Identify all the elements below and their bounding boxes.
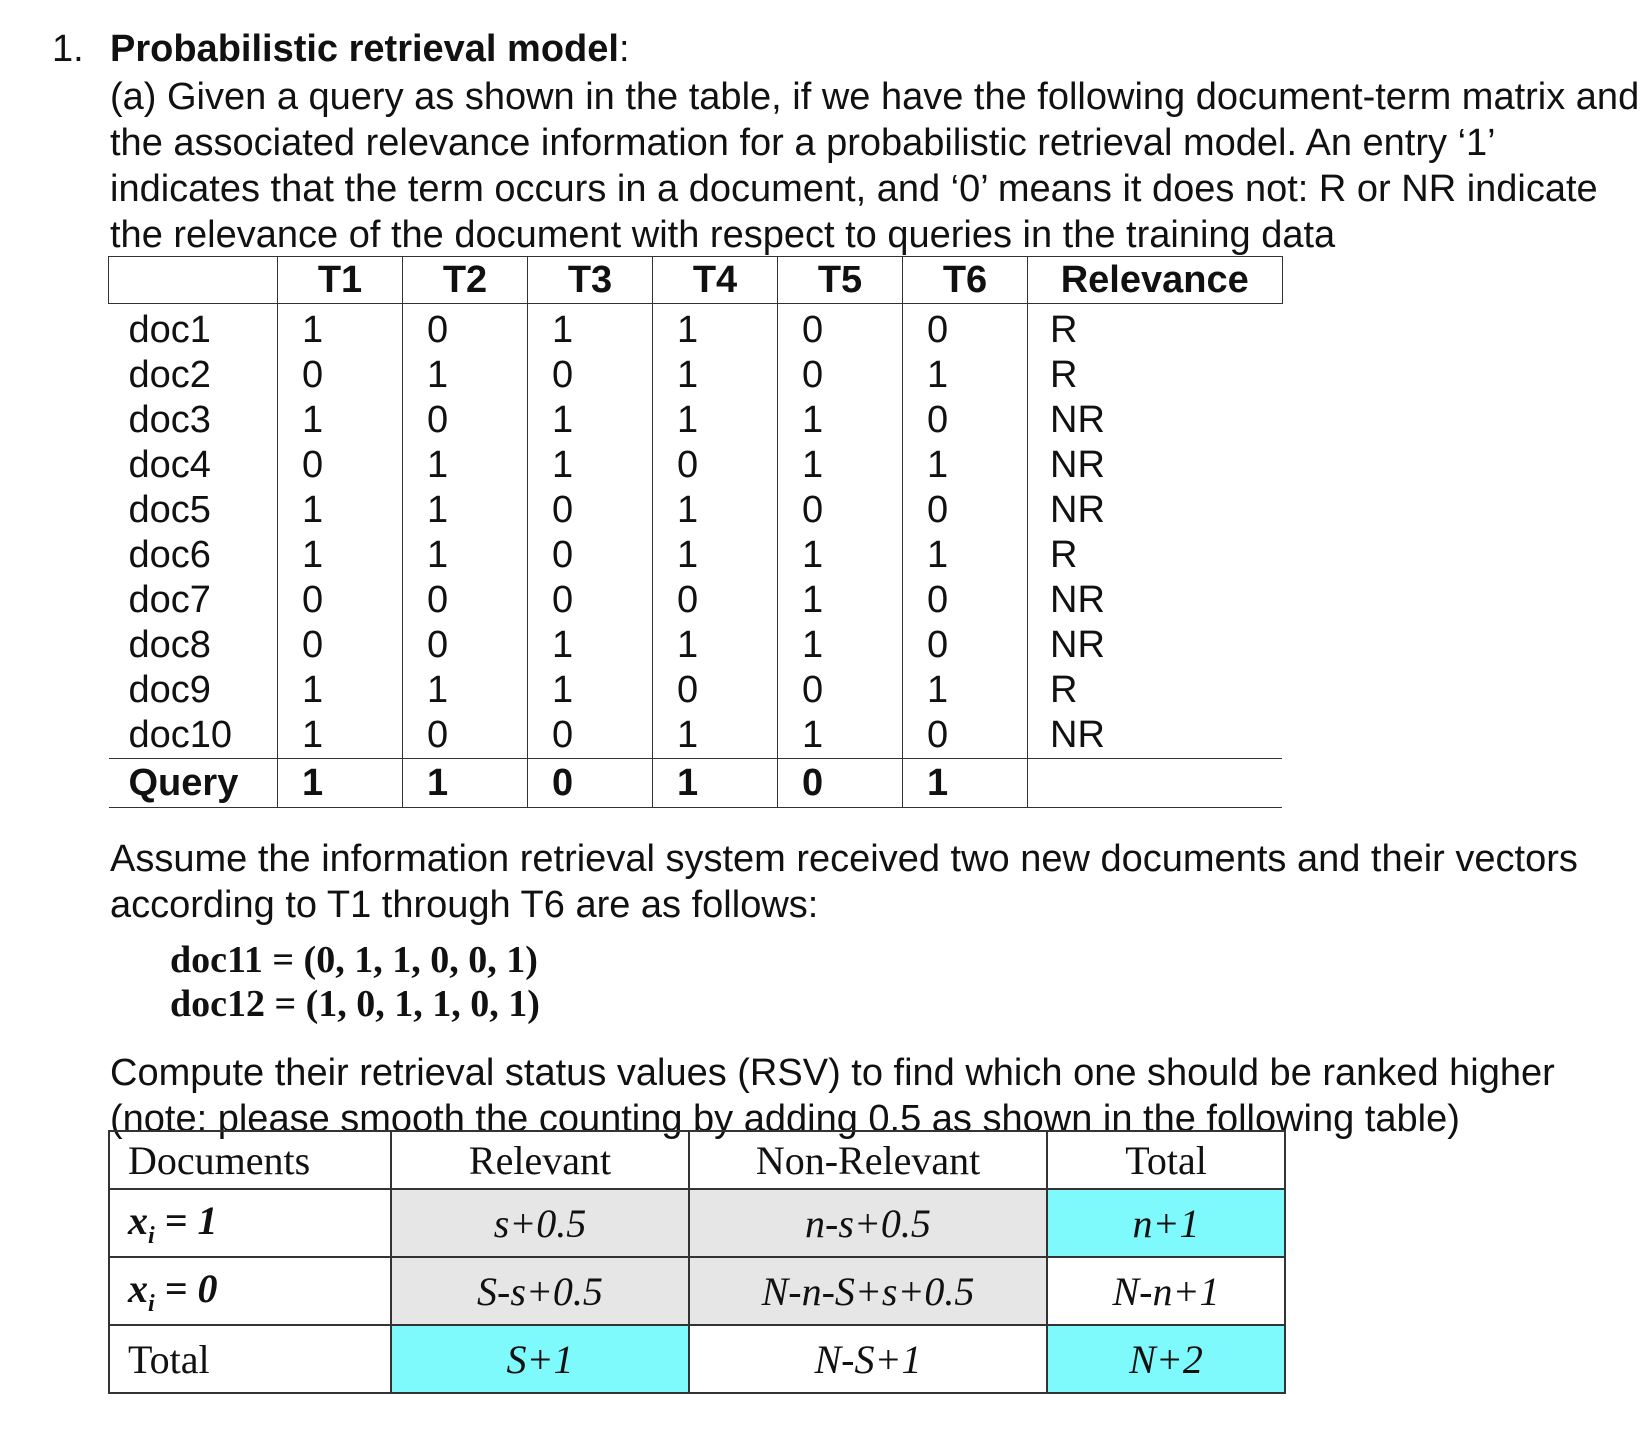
header-t3: T3 bbox=[528, 257, 653, 304]
query-term-t3: 0 bbox=[528, 759, 653, 808]
row-total-relevant: S+1 bbox=[391, 1325, 689, 1393]
term-cell-t3: 1 bbox=[528, 304, 653, 354]
smoothing-table bbox=[108, 1130, 1286, 1394]
relevance-cell: NR bbox=[1028, 713, 1283, 759]
row-total-label: Total bbox=[109, 1325, 391, 1393]
relevance-cell: NR bbox=[1028, 443, 1283, 488]
term-cell-t3: 1 bbox=[528, 443, 653, 488]
smoothing-header-relevant: Relevant bbox=[391, 1131, 689, 1189]
term-cell-t4: 0 bbox=[653, 668, 778, 713]
row-total-nonrelevant: N-S+1 bbox=[689, 1325, 1047, 1393]
term-cell-t6: 0 bbox=[903, 488, 1028, 533]
term-cell-t4: 1 bbox=[653, 398, 778, 443]
doc-label: doc1 bbox=[128, 309, 211, 351]
term-cell-t1: 1 bbox=[278, 668, 403, 713]
smoothing-row-xi0 bbox=[109, 1257, 1285, 1325]
term-cell-t5: 0 bbox=[778, 668, 903, 713]
term-cell-t1: 0 bbox=[278, 443, 403, 488]
doc-label: doc2 bbox=[128, 354, 211, 396]
term-cell-t6: 1 bbox=[903, 353, 1028, 398]
relevance-cell: R bbox=[1028, 353, 1283, 398]
row-xi0-label: $x_i = 0$ bbox=[109, 1257, 391, 1325]
term-cell-t4: 0 bbox=[653, 443, 778, 488]
term-cell-t5: 1 bbox=[778, 533, 903, 578]
query-relevance-empty bbox=[1028, 759, 1283, 808]
row-xi1-relevant: s+0.5 bbox=[391, 1189, 689, 1257]
document-term-matrix bbox=[108, 256, 1283, 808]
relevance-cell: R bbox=[1028, 668, 1283, 713]
term-cell-t2: 0 bbox=[403, 713, 528, 759]
term-cell-t2: 1 bbox=[403, 443, 528, 488]
term-cell-t2: 1 bbox=[403, 533, 528, 578]
doc-label: doc5 bbox=[128, 489, 211, 531]
term-cell-t2: 1 bbox=[403, 668, 528, 713]
term-cell-t4: 1 bbox=[653, 533, 778, 578]
term-cell-t3: 1 bbox=[528, 668, 653, 713]
matrix-row bbox=[109, 304, 1283, 354]
term-cell-t3: 0 bbox=[528, 488, 653, 533]
doc-label: doc8 bbox=[128, 624, 211, 666]
term-cell-t4: 1 bbox=[653, 488, 778, 533]
relevance-cell: NR bbox=[1028, 623, 1283, 668]
header-t2: T2 bbox=[403, 257, 528, 304]
question-title bbox=[110, 28, 630, 71]
assume-paragraph: Assume the information retrieval system received two new documents and their vectors according to T1 through T6 are as follows: bbox=[110, 838, 1578, 926]
term-cell-t1: 1 bbox=[278, 533, 403, 578]
row-xi1-total: n+1 bbox=[1047, 1189, 1285, 1257]
relevance-cell: NR bbox=[1028, 578, 1283, 623]
matrix-row bbox=[109, 443, 1283, 488]
term-cell-t6: 1 bbox=[903, 443, 1028, 488]
term-cell-t1: 1 bbox=[278, 304, 403, 354]
row-xi0-relevant: S-s+0.5 bbox=[391, 1257, 689, 1325]
doc12-vector: doc12 = (1, 0, 1, 1, 0, 1) bbox=[170, 983, 540, 1025]
term-cell-t3: 0 bbox=[528, 533, 653, 578]
term-cell-t5: 0 bbox=[778, 488, 903, 533]
term-cell-t2: 0 bbox=[403, 398, 528, 443]
term-cell-t3: 0 bbox=[528, 713, 653, 759]
term-cell-t4: 1 bbox=[653, 304, 778, 354]
relevance-cell: NR bbox=[1028, 398, 1283, 443]
query-row bbox=[109, 759, 1283, 808]
doc-label: doc7 bbox=[128, 579, 211, 621]
term-cell-t3: 1 bbox=[528, 398, 653, 443]
row-xi0-total: N-n+1 bbox=[1047, 1257, 1285, 1325]
doc-label: doc9 bbox=[128, 669, 211, 711]
matrix-header-row bbox=[109, 257, 1283, 304]
compute-paragraph: Compute their retrieval status values (RSV) to find which one should be ranked higher (note: please smooth the counting by adding 0.5 as shown in the following table) bbox=[110, 1052, 1555, 1140]
matrix-row bbox=[109, 488, 1283, 533]
term-cell-t5: 1 bbox=[778, 443, 903, 488]
header-t5: T5 bbox=[778, 257, 903, 304]
query-term-t6: 1 bbox=[903, 759, 1028, 808]
smoothing-row-xi1 bbox=[109, 1189, 1285, 1257]
relevance-cell: R bbox=[1028, 304, 1283, 354]
term-cell-t1: 0 bbox=[278, 353, 403, 398]
matrix-row bbox=[109, 398, 1283, 443]
term-cell-t4: 1 bbox=[653, 623, 778, 668]
term-cell-t4: 1 bbox=[653, 353, 778, 398]
term-cell-t6: 1 bbox=[903, 668, 1028, 713]
header-t1: T1 bbox=[278, 257, 403, 304]
term-cell-t5: 0 bbox=[778, 304, 903, 354]
term-cell-t2: 0 bbox=[403, 304, 528, 354]
smoothing-row-total bbox=[109, 1325, 1285, 1393]
question-title-suffix: : bbox=[618, 28, 630, 70]
term-cell-t5: 1 bbox=[778, 713, 903, 759]
term-cell-t1: 0 bbox=[278, 623, 403, 668]
smoothing-header-documents: Documents bbox=[109, 1131, 391, 1189]
header-relevance: Relevance bbox=[1028, 257, 1283, 304]
smoothing-header-total: Total bbox=[1047, 1131, 1285, 1189]
query-term-t2: 1 bbox=[403, 759, 528, 808]
term-cell-t1: 1 bbox=[278, 713, 403, 759]
matrix-row bbox=[109, 533, 1283, 578]
smoothing-header-nonrelevant: Non-Relevant bbox=[689, 1131, 1047, 1189]
doc-label: doc3 bbox=[128, 399, 211, 441]
intro-paragraph: (a) Given a query as shown in the table, if we have the following document-term matrix and the associated relevance information for a probabilistic retrieval model. An entry ‘1’ indicates that the term occurs in a document, and ‘0’ means it does not: R or NR indicate the relevance of the document with respect to queries in the training data bbox=[110, 76, 1640, 256]
term-cell-t3: 1 bbox=[528, 623, 653, 668]
term-cell-t1: 0 bbox=[278, 578, 403, 623]
term-cell-t3: 0 bbox=[528, 353, 653, 398]
query-term-t5: 0 bbox=[778, 759, 903, 808]
doc-label: doc4 bbox=[128, 444, 211, 486]
query-term-t1: 1 bbox=[278, 759, 403, 808]
term-cell-t6: 0 bbox=[903, 623, 1028, 668]
term-cell-t6: 0 bbox=[903, 713, 1028, 759]
matrix-row bbox=[109, 713, 1283, 759]
term-cell-t5: 1 bbox=[778, 578, 903, 623]
term-cell-t2: 1 bbox=[403, 353, 528, 398]
row-xi1-nonrelevant: n-s+0.5 bbox=[689, 1189, 1047, 1257]
matrix-body bbox=[109, 304, 1283, 759]
doc-label: doc6 bbox=[128, 534, 211, 576]
doc11-vector: doc11 = (0, 1, 1, 0, 0, 1) bbox=[170, 939, 538, 981]
term-cell-t6: 0 bbox=[903, 398, 1028, 443]
term-cell-t3: 0 bbox=[528, 578, 653, 623]
question-title-text: Probabilistic retrieval model bbox=[110, 28, 619, 70]
matrix-row bbox=[109, 353, 1283, 398]
term-cell-t1: 1 bbox=[278, 398, 403, 443]
row-total-total: N+2 bbox=[1047, 1325, 1285, 1393]
header-t6: T6 bbox=[903, 257, 1028, 304]
term-cell-t2: 1 bbox=[403, 488, 528, 533]
term-cell-t5: 1 bbox=[778, 398, 903, 443]
matrix-corner-cell bbox=[109, 257, 278, 304]
term-cell-t4: 1 bbox=[653, 713, 778, 759]
term-cell-t6: 1 bbox=[903, 533, 1028, 578]
term-cell-t5: 1 bbox=[778, 623, 903, 668]
relevance-cell: NR bbox=[1028, 488, 1283, 533]
term-cell-t6: 0 bbox=[903, 578, 1028, 623]
query-label: Query bbox=[109, 759, 278, 808]
term-cell-t6: 0 bbox=[903, 304, 1028, 354]
term-cell-t2: 0 bbox=[403, 578, 528, 623]
term-cell-t1: 1 bbox=[278, 488, 403, 533]
term-cell-t2: 0 bbox=[403, 623, 528, 668]
header-t4: T4 bbox=[653, 257, 778, 304]
doc-label: doc10 bbox=[128, 714, 233, 756]
question-number: 1. bbox=[52, 28, 84, 70]
matrix-row bbox=[109, 578, 1283, 623]
term-cell-t5: 0 bbox=[778, 353, 903, 398]
matrix-row bbox=[109, 623, 1283, 668]
term-cell-t4: 0 bbox=[653, 578, 778, 623]
row-xi1-label: $x_i = 1$ bbox=[109, 1189, 391, 1257]
query-term-t4: 1 bbox=[653, 759, 778, 808]
smoothing-header-row bbox=[109, 1131, 1285, 1189]
matrix-row bbox=[109, 668, 1283, 713]
relevance-cell: R bbox=[1028, 533, 1283, 578]
row-xi0-nonrelevant: N-n-S+s+0.5 bbox=[689, 1257, 1047, 1325]
